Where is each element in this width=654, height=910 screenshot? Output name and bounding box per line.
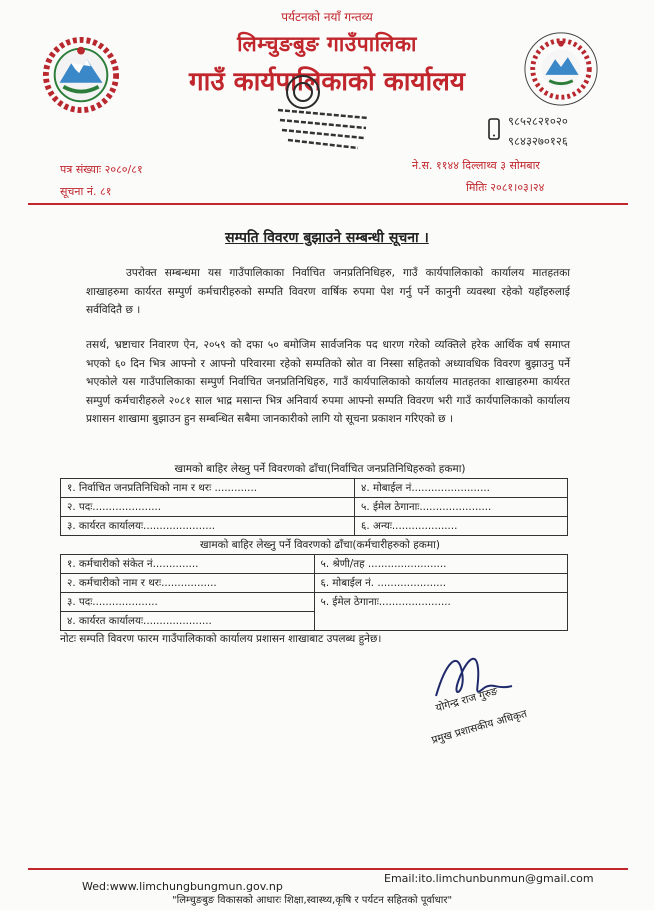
letter-date: मितिः २०८१।०३।२४ [466,181,545,194]
table1-caption: खामको बाहिर लेख्नु पर्ने विवरणको ढाँचा(निर्वाचित जनप्रतिनिधिहरुको हकमा) [174,463,466,475]
footer-slogan: "लिम्चुङबुङ विकासको आधारः शिक्षा,स्वास्थ्य,कृषि र पर्यटन सहितको पूर्वाधार" [172,895,453,906]
table-cell: ५. ईमेल ठेगानाः...................... [355,498,568,517]
paragraph-2: तसर्थ, भ्रष्टाचार निवारण ऐन, २०५९ को दफा ५० बमोजिम सार्वजनिक पद धारण गरेको व्यक्तिले हरेक आर्थिक वर्ष समाप्त भएको ६० दिन भित्र आफ्नो र आफ्नो परिवारमा रहेको सम्पतिको स्रोत वा निस्सा सहितको अध्यावधिक विवरण बुझाउनु पर्ने भएकोले यस गाउँपालिकाका सम्पुर्ण निर्वाचित जनप्रतिनिधिहरु, गाउँ कार्यपालिकाको कार्यालय मातहतका शाखाहरुमा कार्यरत सम्पुर्ण कर्मचारीहरुले २०८१ साल भाद्र मसान्त भित्र अनिवार्य रुपमा आफ्नो सम्पति विवरण भरी गाउँ कार्यपालिकाको कार्यालय प्रशासन शाखामा बुझाउन हुन सम्बन्धित सबैमा जानकारीको लागि यो सूचना प्रकाशन गरिएको छ । [86,339,570,425]
paragraph-1: उपरोक्त सम्बन्धमा यस गाउँपालिकाका निर्वाचित जनप्रतिनिधिहरु, गाउँ कार्यपालिकाको कार्यालय मातहतका शाखाहरुमा कार्यरत सम्पुर्ण कर्मचारीहरुको सम्पति विवरण वार्षिक रुपमा पेश गर्नु पर्ने कानुनी व्यवस्था रहेको यहाँहरुलाई सर्वविदितै छ । [86,267,570,316]
phone-number-1: ९८५२८२१०२० [508,114,568,128]
table-cell: ५. श्रेणी/तह ........................ [314,555,568,574]
table-cell: ४. कार्यरत कार्यालयः..................... [61,612,315,631]
table-row [61,574,568,593]
reference-number: पत्र संख्याः २०८०/८१ [60,163,143,176]
signatory-designation: प्रमुख प्रशासकीय अधिकृत [430,707,529,747]
phone-icon [488,118,500,140]
table-cell: २. पदः..................... [61,498,355,517]
office-name: गाउँ कार्यपालिकाको कार्यालय [189,67,465,97]
header-divider [28,203,628,205]
table-row [61,593,568,612]
nepal-emblem-icon [42,36,120,114]
table-row [61,555,568,574]
signatory-name: योगेन्द्र राज गुरुङ [434,685,500,715]
table-row [61,479,568,498]
table2-caption: खामको बाहिर लेख्नु पर्ने विवरणको ढाँचा(कर्मचारीहरुको हकमा) [200,539,440,551]
table-row [61,498,568,517]
footer-divider [28,868,628,870]
email-link[interactable]: Email:ito.limchunbunmun@gmail.com [384,872,594,885]
note: नोटः सम्पति विवरण फारम गाउँपालिकाको कार्यालय प्रशासन शाखाबाट उपलब्ध हुनेछ। [60,633,382,645]
office-stamp-icon [268,70,378,160]
table-cell: १. कर्मचारीको संकेत नं.............. [61,555,315,574]
table-row [61,517,568,536]
phone-number-2: ९८४३२७०१२६ [508,134,568,148]
website-link[interactable]: Wed:www.limchungbungmun.gov.np [82,880,283,893]
table-cell: ५. ईमेल ठेगानाः...................... [314,593,568,631]
nepal-sambat-date: ने.स. ११४४ दिल्लाथ्व ३ सोमबार [412,159,540,172]
employees-envelope-format [60,554,568,631]
table-cell: ३. कार्यरत कार्यालयः...................... [61,517,355,536]
table-cell: ४. मोबाईल नं........................ [355,479,568,498]
notice-subject: सम्पति विवरण बुझाउने सम्बन्धी सूचना । [225,230,429,246]
table-cell: ६. मोबाईल नं. ..................... [314,574,568,593]
municipality-logo-icon [522,30,600,108]
table-cell: २. कर्मचारीको नाम र थरः................. [61,574,315,593]
municipality-name: लिम्चुङबुङ गाउँपालिका [237,32,417,56]
table-cell: ६. अन्यः.................... [355,517,568,536]
tagline: पर्यटनको नयाँ गन्तव्य [281,10,373,24]
notice-number: सूचना नं. ८१ [60,185,112,198]
elected-officials-envelope-format [60,478,568,536]
table-cell: ३. पदः.................... [61,593,315,612]
table-cell: १. निर्वाचित जनप्रतिनिधिको नाम र थरः ............. [61,479,355,498]
